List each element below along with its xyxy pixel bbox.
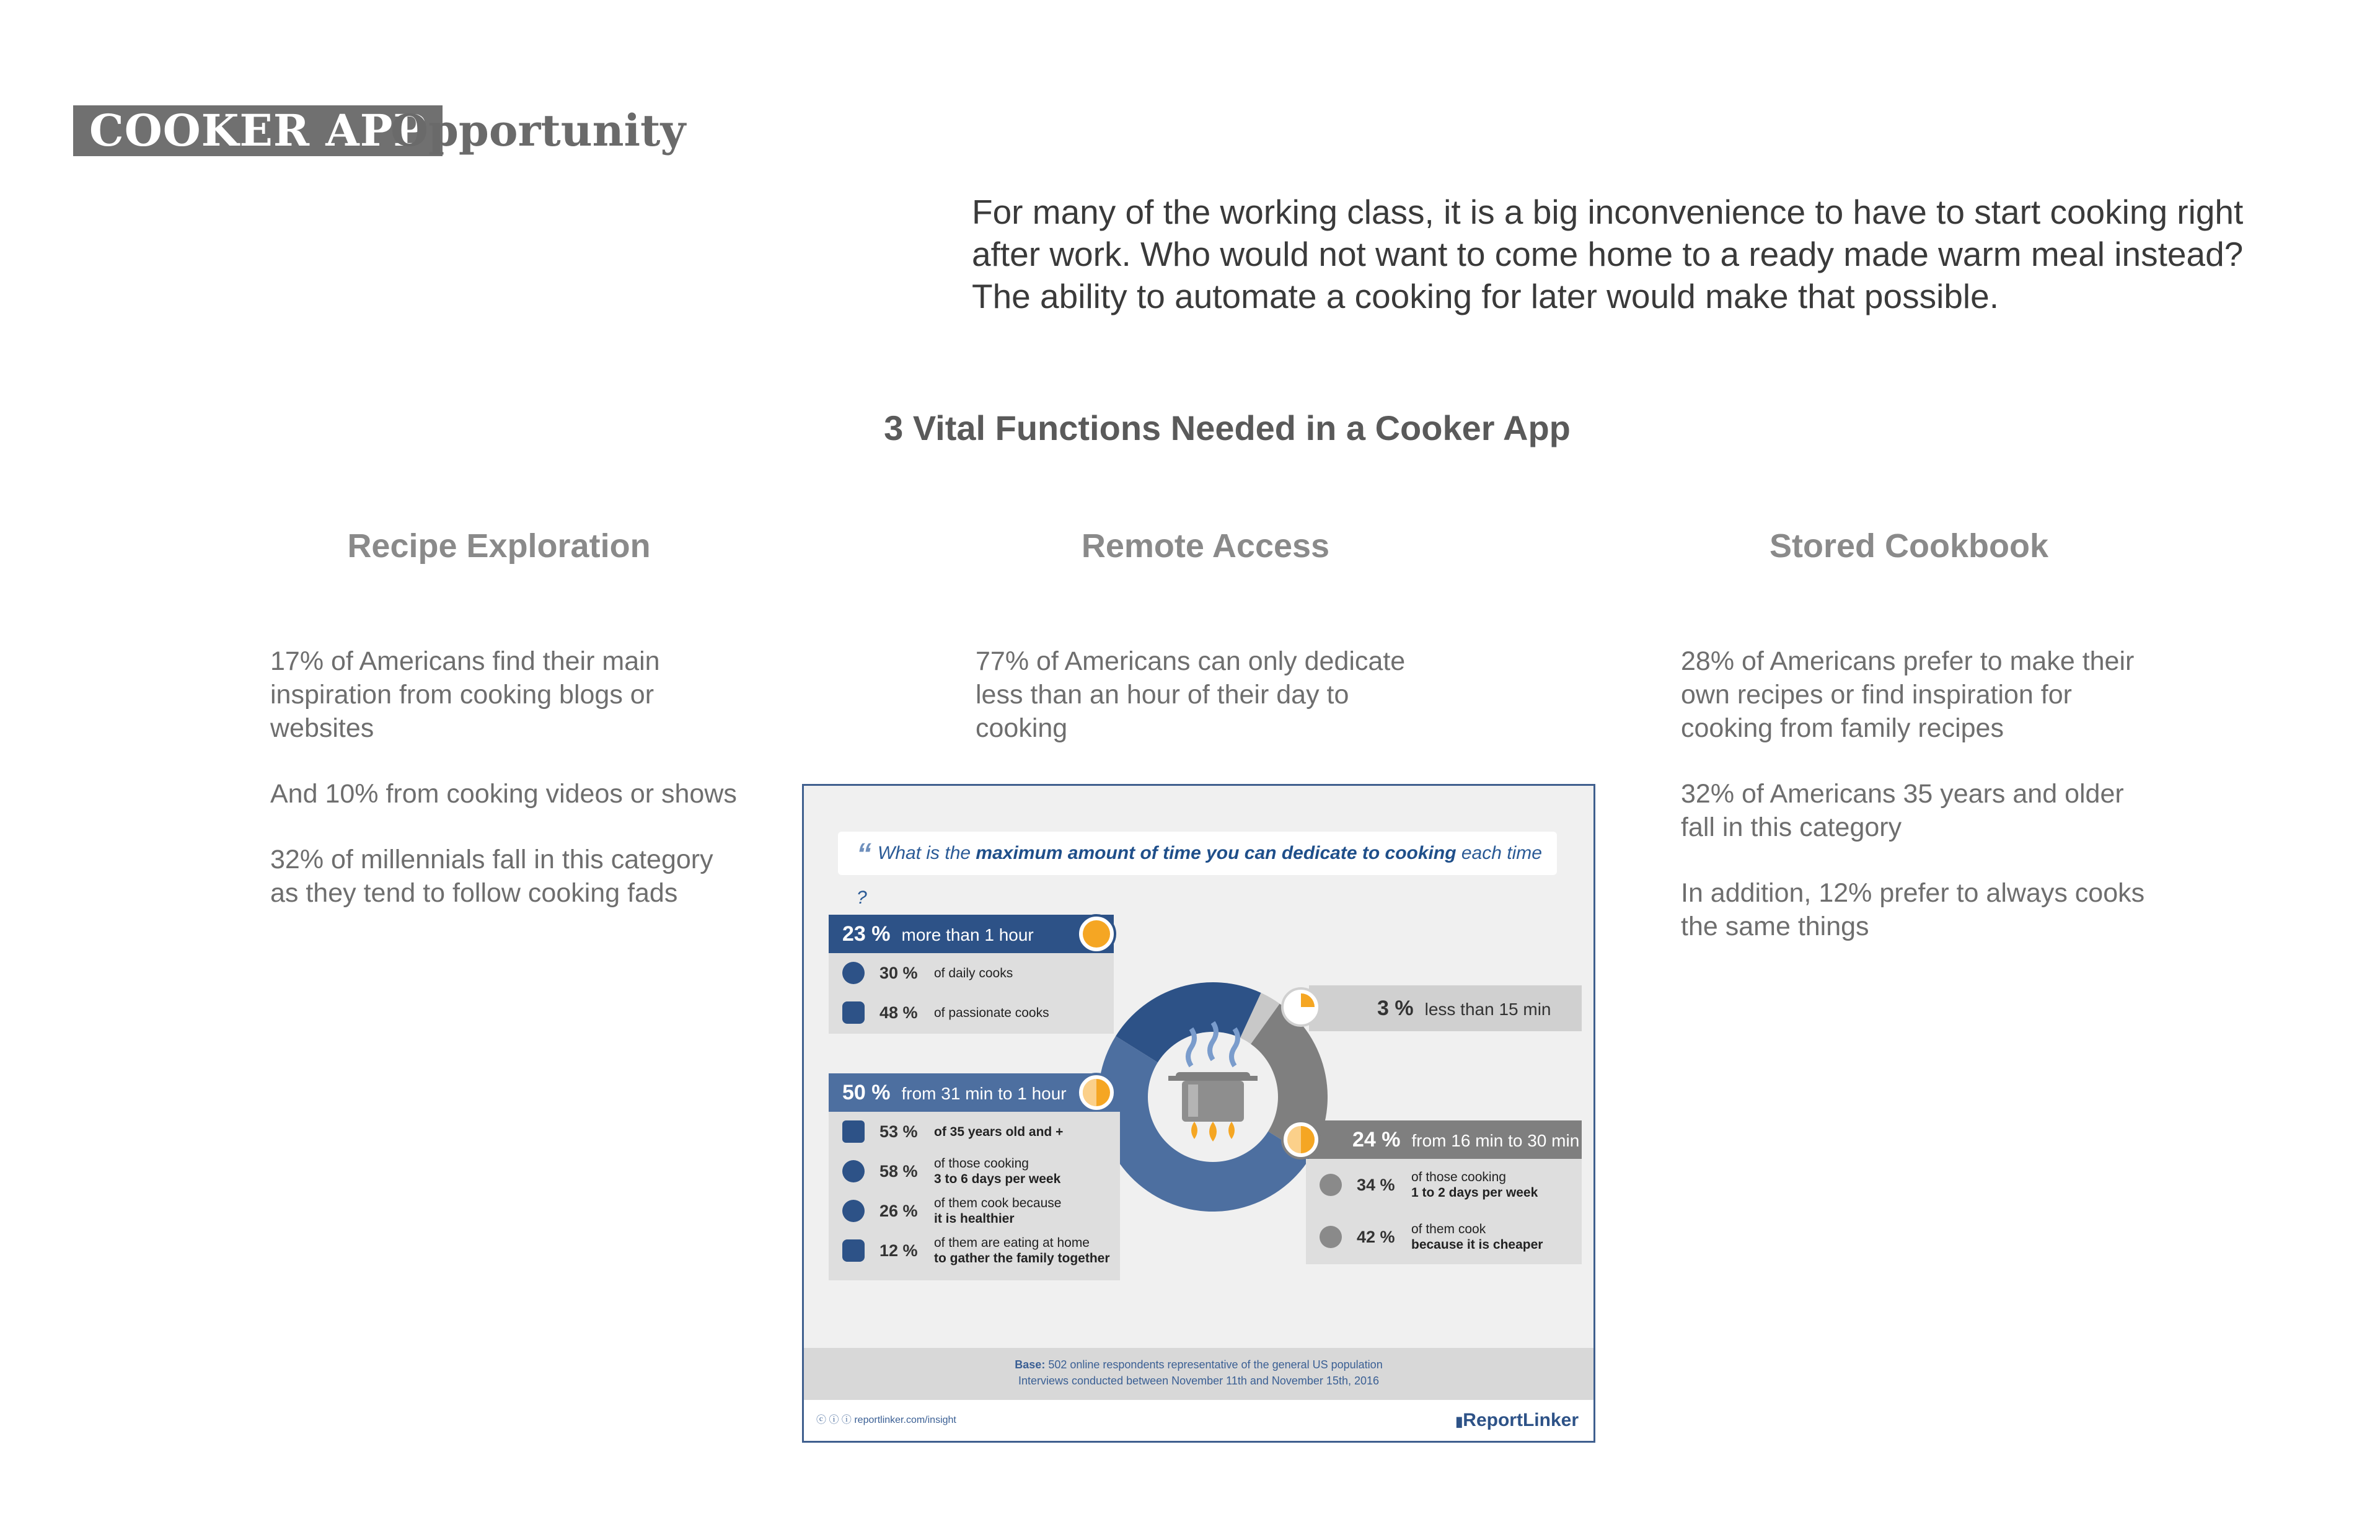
paragraph: In addition, 12% prefer to always cooks the same things xyxy=(1681,878,2145,941)
stat-pct: 30 % xyxy=(879,964,918,982)
column-title-remote-access: Remote Access xyxy=(1081,527,1330,565)
stat-pct: 58 % xyxy=(879,1162,918,1181)
pie-badge-icon xyxy=(1077,914,1116,954)
column-text-stored-cookbook xyxy=(1681,645,2152,975)
segment-16-to-30-details xyxy=(1306,1159,1582,1264)
app-badge: COOKER APP xyxy=(73,105,443,156)
segment-more-than-1h-details xyxy=(829,953,1114,1034)
paragraph: 77% of Americans can only dedicate less than an hour of their day to cooking xyxy=(976,646,1406,743)
segment-label: from 16 min to 30 min xyxy=(1411,1131,1580,1150)
paragraph: 32% of millennials fall in this category as they tend to follow cooking fads xyxy=(270,845,713,908)
infographic-footer xyxy=(804,1400,1593,1441)
stat-pct: 53 % xyxy=(879,1122,918,1141)
stat-pct: 42 % xyxy=(1357,1228,1395,1246)
survey-infographic xyxy=(802,784,1595,1443)
stat-row xyxy=(829,1112,1120,1151)
segment-pct: 50 % xyxy=(842,1081,891,1104)
segment-label: from 31 min to 1 hour xyxy=(901,1084,1067,1103)
segment-pct: 3 % xyxy=(1377,997,1414,1020)
question-post: each time ? xyxy=(857,843,1542,908)
pie-badge-icon xyxy=(1077,1073,1116,1112)
coins-icon xyxy=(1320,1226,1342,1248)
plus-icon xyxy=(842,1200,865,1222)
segment-label: more than 1 hour xyxy=(901,925,1034,944)
survey-question xyxy=(838,832,1557,908)
pie-icon xyxy=(842,1160,865,1182)
stat-row xyxy=(829,1231,1120,1270)
segment-more-than-1h-header xyxy=(829,915,1114,953)
section-heading: 3 Vital Functions Needed in a Cooker App xyxy=(884,408,1571,447)
paragraph: 28% of Americans prefer to make their own recipes or find inspiration for cooking from family recipes xyxy=(1681,646,2135,743)
segment-pct: 23 % xyxy=(842,922,891,946)
stat-desc: of those cooking 3 to 6 days per week xyxy=(934,1156,1061,1186)
paragraph: 17% of Americans find their main inspiration from cooking blogs or websites xyxy=(270,646,660,743)
stat-pct: 34 % xyxy=(1357,1176,1395,1194)
intro-paragraph: For many of the working class, it is a big inconvenience to have to start cooking right after work. Who would not want to come home to a ready made warm meal instead? The ability to automate a cooking for later would make that possible. xyxy=(972,193,2244,315)
stat-pct: 26 % xyxy=(879,1202,918,1220)
segment-pct: 24 % xyxy=(1352,1128,1401,1151)
segment-16-to-30-header xyxy=(1309,1120,1582,1159)
stat-desc: of them cook because it is cheaper xyxy=(1411,1222,1543,1252)
family-icon xyxy=(842,1239,865,1262)
stat-row xyxy=(1306,1165,1582,1205)
question-bold: maximum amount of time you can dedicate to cooking xyxy=(976,843,1457,863)
stat-row xyxy=(829,1191,1120,1231)
chef-hat-icon xyxy=(842,1001,865,1024)
column-text-remote-access xyxy=(976,645,1447,777)
person-icon xyxy=(842,1120,865,1143)
stat-desc: of 35 years old and + xyxy=(934,1124,1064,1139)
segment-31-to-60-header xyxy=(829,1073,1114,1112)
stat-pct: 48 % xyxy=(879,1003,918,1022)
stat-desc: of them are eating at home to gather the family together xyxy=(934,1236,1110,1265)
bars-icon: ▮ xyxy=(1455,1414,1463,1429)
interviews-text: Interviews conducted between November 11th and November 15th, 2016 xyxy=(1018,1375,1380,1387)
stat-row xyxy=(829,953,1114,993)
stat-pct: 12 % xyxy=(879,1241,918,1260)
pie-badge-icon xyxy=(1281,987,1321,1027)
stat-row xyxy=(829,1151,1120,1191)
half-circle-icon xyxy=(1320,1174,1342,1196)
stat-desc: of daily cooks xyxy=(934,966,1013,980)
circle-icon xyxy=(842,962,865,984)
segment-less-than-15-header xyxy=(1309,985,1582,1031)
stat-desc: of passionate cooks xyxy=(934,1005,1049,1020)
stat-desc: of them cook because it is healthier xyxy=(934,1196,1062,1226)
source-link[interactable]: ⓒ ⓘ ⓘ reportlinker.com/insight xyxy=(816,1415,956,1425)
survey-base-note xyxy=(804,1348,1593,1400)
quote-icon: “ xyxy=(857,838,871,871)
segment-label: less than 15 min xyxy=(1424,1000,1551,1019)
stat-row xyxy=(1306,1217,1582,1257)
paragraph: 32% of Americans 35 years and older fall in this category xyxy=(1681,779,2124,842)
column-title-recipe-exploration: Recipe Exploration xyxy=(347,527,651,565)
stat-desc: of those cooking 1 to 2 days per week xyxy=(1411,1170,1538,1200)
license-icon: ⓒ ⓘ ⓘ xyxy=(816,1415,855,1425)
brand-logo: ▮ReportLinker xyxy=(1455,1410,1579,1430)
base-label: Base: xyxy=(1015,1358,1046,1371)
question-pre: What is the xyxy=(878,843,976,863)
column-text-recipe-exploration xyxy=(270,645,741,942)
base-text: 502 online respondents representative of the general US population xyxy=(1048,1358,1383,1371)
column-title-stored-cookbook: Stored Cookbook xyxy=(1769,527,2048,565)
stat-row xyxy=(829,993,1114,1032)
pie-badge-icon xyxy=(1281,1120,1321,1159)
paragraph: And 10% from cooking videos or shows xyxy=(270,779,737,809)
page-title: Opportunity xyxy=(390,105,686,156)
segment-31-to-60-details xyxy=(829,1112,1120,1280)
